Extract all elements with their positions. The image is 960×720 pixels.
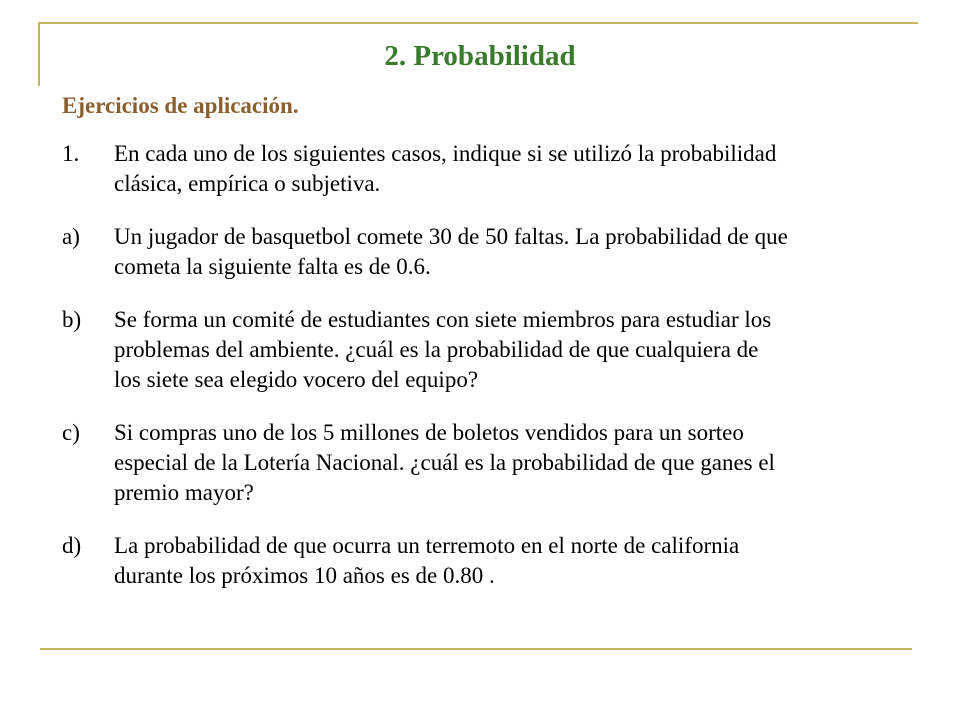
item-line: cometa la siguiente falta es de 0.6. — [114, 254, 431, 279]
top-rule — [40, 22, 918, 24]
list-item — [62, 139, 922, 199]
item-line: En cada uno de los siguientes casos, indique si se utilizó la probabilidad — [114, 141, 777, 166]
item-text — [114, 222, 922, 282]
item-line: clásica, empírica o subjetiva. — [114, 171, 381, 196]
item-line: los siete sea elegido vocero del equipo? — [114, 367, 479, 392]
item-line: Si compras uno de los 5 millones de boletos vendidos para un sorteo — [114, 420, 744, 445]
slide-subtitle: Ejercicios de aplicación. — [62, 93, 299, 118]
list-item — [62, 305, 922, 395]
exercise-list — [62, 139, 922, 614]
item-marker: 1. — [62, 141, 80, 166]
item-line: premio mayor? — [114, 480, 254, 505]
item-line: Un jugador de basquetbol comete 30 de 50 faltas. La probabilidad de que — [114, 224, 788, 249]
item-line: durante los próximos 10 años es de 0.80 . — [114, 563, 495, 588]
item-line: La probabilidad de que ocurra un terremoto en el norte de california — [114, 533, 740, 558]
list-item — [62, 418, 922, 508]
item-line: Se forma un comité de estudiantes con siete miembros para estudiar los — [114, 307, 772, 332]
item-text — [114, 305, 922, 395]
item-line: problemas del ambiente. ¿cuál es la probabilidad de que cualquiera de — [114, 337, 759, 362]
item-text — [114, 531, 922, 591]
slide-title: 2. Probabilidad — [384, 40, 576, 72]
item-marker: b) — [62, 307, 82, 332]
item-line: especial de la Lotería Nacional. ¿cuál es la probabilidad de que ganes el — [114, 450, 775, 475]
list-item — [62, 222, 922, 282]
item-marker: c) — [62, 420, 80, 445]
item-marker: a) — [62, 224, 80, 249]
item-text — [114, 418, 922, 508]
item-text — [114, 139, 922, 199]
bottom-rule — [40, 648, 912, 650]
list-item — [62, 531, 922, 591]
item-marker: d) — [62, 533, 82, 558]
